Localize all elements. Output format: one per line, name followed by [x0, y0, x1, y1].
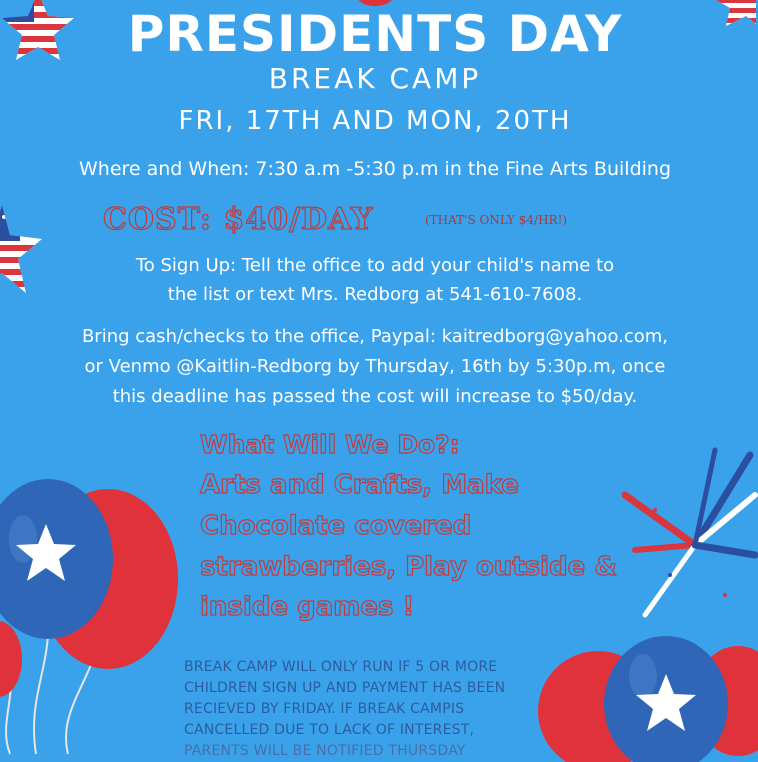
- payment-line: or Venmo @Kaitlin-Redborg by Thursday, 16th by 5:30p.m, once: [84, 356, 666, 377]
- page-title: PRESIDENTS DAY: [127, 5, 623, 63]
- signup-line: the list or text Mrs. Redborg at 541-610-7608.: [167, 284, 583, 305]
- balloon-icon: [0, 484, 178, 754]
- signup-line: To Sign Up: Tell the office to add your child's name to: [135, 255, 615, 276]
- activities-line: inside games !: [200, 592, 415, 622]
- notice-line: PARENTS WILL BE NOTIFIED THURSDAY: [184, 743, 466, 759]
- where-when-text: Where and When: 7:30 a.m -5:30 p.m in the Fine Arts Building: [78, 158, 672, 180]
- subtitle: BREAK CAMP: [268, 62, 482, 95]
- cost-note: (THAT'S ONLY $4/HR!): [425, 213, 568, 227]
- balloon-icon: [538, 626, 758, 756]
- notice-line: BREAK CAMP WILL ONLY RUN IF 5 OR MORE: [184, 659, 498, 675]
- event-dates: FRI, 17TH AND MON, 20TH: [178, 106, 572, 136]
- notice-line: RECIEVED BY FRIDAY. IF BREAK CAMPIS: [184, 701, 465, 717]
- activities-line: strawberries, Play outside &: [200, 552, 618, 582]
- notice-line: CHILDREN SIGN UP AND PAYMENT HAS BEEN: [184, 680, 506, 696]
- notice-line: CANCELLED DUE TO LACK OF INTEREST,: [184, 722, 475, 738]
- activities-heading: What Will We Do?:: [200, 430, 460, 459]
- payment-line: Bring cash/checks to the office, Paypal: kaitredborg@yahoo.com,: [81, 326, 669, 347]
- payment-line: this deadline has passed the cost will increase to $50/day.: [112, 386, 638, 407]
- activities-line: Arts and Crafts, Make: [200, 470, 519, 500]
- activities-line: Chocolate covered: [200, 511, 472, 541]
- firework-icon: [615, 435, 755, 635]
- cost-heading: COST: $40/DAY: [103, 202, 374, 237]
